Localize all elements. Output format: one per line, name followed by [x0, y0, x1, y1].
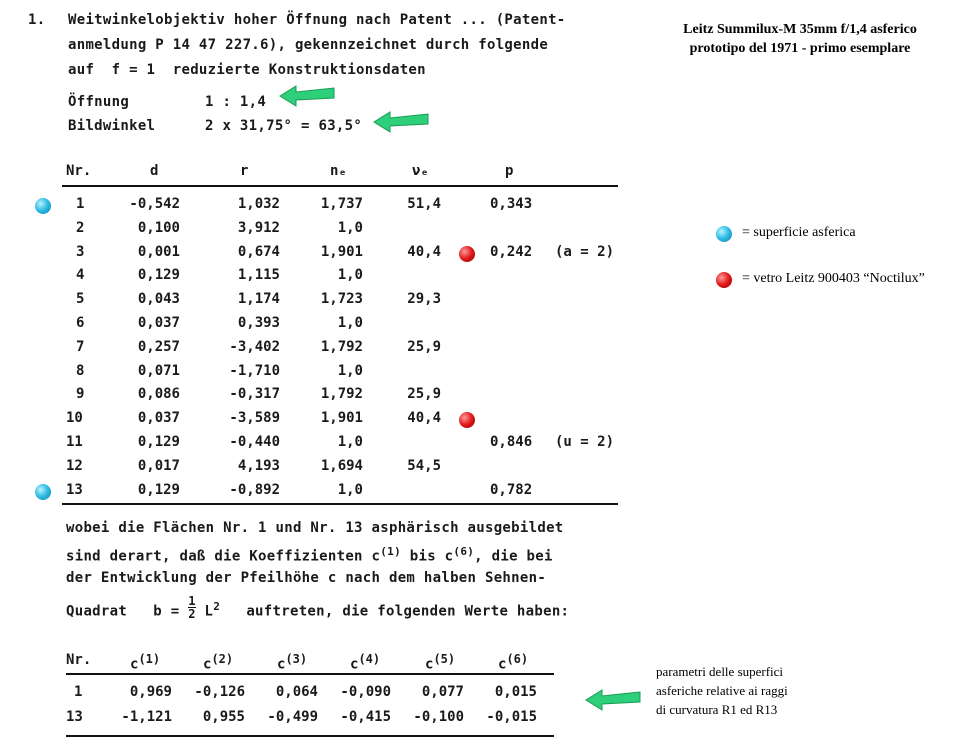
cell-d: 0,071: [137, 363, 180, 379]
cell-v: 25,9: [407, 339, 441, 355]
cell-c5: -0,100: [413, 709, 464, 725]
cell-nr: 9: [76, 386, 85, 402]
cell-c2: -0,126: [194, 684, 245, 700]
cell-r: -1,710: [229, 363, 280, 379]
arrow-icon: [276, 82, 338, 108]
table1-header-rule: [62, 185, 618, 187]
cell-nr: 8: [76, 363, 85, 379]
cell-v: 40,4: [407, 244, 441, 260]
arrow-icon: [370, 108, 432, 134]
claim-number: 1.: [28, 12, 46, 28]
cell-v: 54,5: [407, 458, 441, 474]
aperture-label: Öffnung: [68, 94, 130, 110]
cell-d: 0,257: [137, 339, 180, 355]
cell-v: 51,4: [407, 196, 441, 212]
cell-c6: 0,015: [494, 684, 537, 700]
cell-n: 1,0: [337, 267, 363, 283]
cell-nr: 1: [74, 684, 83, 700]
table1-header-3: nₑ: [330, 163, 347, 179]
cell-r: -3,402: [229, 339, 280, 355]
cell-d: 0,129: [137, 267, 180, 283]
aspheric-marker-icon: [35, 484, 51, 500]
paragraph-line-3: der Entwicklung der Pfeilhöhe c nach dem halben Sehnen-: [66, 570, 547, 586]
angle-value: 2 x 31,75° = 63,5°: [205, 118, 363, 134]
noctilux-legend-icon: [716, 272, 732, 288]
cell-c4: -0,415: [340, 709, 391, 725]
cell-n: 1,901: [320, 244, 363, 260]
cell-r: 0,393: [237, 315, 280, 331]
caption-title-1: Leitz Summilux-M 35mm f/1,4 asferico: [683, 22, 917, 37]
cell-d: 0,001: [137, 244, 180, 260]
cell-nr: 13: [66, 709, 83, 725]
cell-r: 1,032: [237, 196, 280, 212]
cell-d: 0,017: [137, 458, 180, 474]
cell-d: 0,037: [137, 410, 180, 426]
cell-r: 4,193: [237, 458, 280, 474]
table1-header-1: d: [150, 163, 159, 179]
table2-bottom-rule: [66, 735, 554, 737]
paragraph-line-4: Quadrat b = $\frac{1}{2}$ $L^2$ auftreten, die folgenden Werte haben:: [66, 594, 570, 622]
cell-n: 1,0: [337, 220, 363, 236]
cell-n: 1,0: [337, 363, 363, 379]
cell-n: 1,737: [320, 196, 363, 212]
cell-d: -0,542: [129, 196, 180, 212]
cell-nr: 6: [76, 315, 85, 331]
cell-c2: 0,955: [202, 709, 245, 725]
claim-line-3: auf f = 1 reduzierte Konstruktionsdaten: [68, 62, 426, 78]
cell-c3: -0,499: [267, 709, 318, 725]
angle-label: Bildwinkel: [68, 118, 156, 134]
cell-d: 0,129: [137, 434, 180, 450]
cell-r: -3,589: [229, 410, 280, 426]
table2-header-1: $c^{(1)}$: [130, 652, 161, 673]
aspheric-legend-icon: [716, 226, 732, 242]
cell-d: 0,086: [137, 386, 180, 402]
cell-nr: 4: [76, 267, 85, 283]
cell-v: 25,9: [407, 386, 441, 402]
cell-nr: 2: [76, 220, 85, 236]
legend-aspheric: = superficie asferica: [742, 225, 856, 240]
cell-c6: -0,015: [486, 709, 537, 725]
cell-nr: 7: [76, 339, 85, 355]
noctilux-marker-icon: [459, 412, 475, 428]
cell-nr: 12: [66, 458, 83, 474]
noctilux-marker-icon: [459, 246, 475, 262]
table2-header-2: $c^{(2)}$: [203, 652, 234, 673]
cell-p: 0,343: [490, 196, 533, 212]
cell-n: 1,792: [320, 339, 363, 355]
cell-extra: (a = 2): [555, 244, 615, 260]
params-caption-2: asferiche relative ai raggi: [656, 683, 788, 698]
cell-p: 0,846: [490, 434, 533, 450]
legend-noctilux: = vetro Leitz 900403 “Noctilux”: [742, 271, 925, 286]
cell-r: 1,174: [237, 291, 280, 307]
aperture-value: 1 : 1,4: [205, 94, 267, 110]
cell-v: 29,3: [407, 291, 441, 307]
cell-c1: 0,969: [129, 684, 172, 700]
cell-d: 0,129: [137, 482, 180, 498]
cell-p: 0,782: [490, 482, 533, 498]
table1-bottom-rule: [62, 503, 618, 505]
cell-n: 1,901: [320, 410, 363, 426]
cell-n: 1,0: [337, 315, 363, 331]
cell-n: 1,694: [320, 458, 363, 474]
cell-nr: 5: [76, 291, 85, 307]
cell-n: 1,792: [320, 386, 363, 402]
cell-c5: 0,077: [421, 684, 464, 700]
cell-d: 0,037: [137, 315, 180, 331]
cell-nr: 10: [66, 410, 83, 426]
table2-header-0: Nr.: [66, 652, 92, 668]
table2-header-4: $c^{(4)}$: [350, 652, 381, 673]
cell-c4: -0,090: [340, 684, 391, 700]
cell-r: -0,440: [229, 434, 280, 450]
params-caption-1: parametri delle superfici: [656, 664, 784, 679]
cell-r: 3,912: [237, 220, 280, 236]
cell-p: 0,242: [490, 244, 533, 260]
paragraph-line-1: wobei die Flächen Nr. 1 und Nr. 13 asphärisch ausgebildet: [66, 520, 564, 536]
table2-header-6: $c^{(6)}$: [498, 652, 529, 673]
cell-extra: (u = 2): [555, 434, 615, 450]
cell-c1: -1,121: [121, 709, 172, 725]
paragraph-line-2: sind derart, daß die Koeffizienten $c^{(1)}$ bis $c^{(6)}$, die bei: [66, 545, 553, 565]
cell-nr: 1: [76, 196, 85, 212]
caption-title-2: prototipo del 1971 - primo esemplare: [689, 41, 911, 56]
table2-header-5: $c^{(5)}$: [425, 652, 456, 673]
cell-n: 1,0: [337, 482, 363, 498]
table1-header-5: p: [505, 163, 514, 179]
cell-r: -0,317: [229, 386, 280, 402]
cell-d: 0,100: [137, 220, 180, 236]
cell-nr: 11: [66, 434, 83, 450]
cell-r: -0,892: [229, 482, 280, 498]
cell-r: 1,115: [237, 267, 280, 283]
table1-header-0: Nr.: [66, 163, 92, 179]
cell-nr: 3: [76, 244, 85, 260]
table2-header-3: $c^{(3)}$: [277, 652, 308, 673]
cell-c3: 0,064: [275, 684, 318, 700]
params-caption-3: di curvatura R1 ed R13: [656, 702, 778, 717]
cell-v: 40,4: [407, 410, 441, 426]
cell-r: 0,674: [237, 244, 280, 260]
claim-line-1: Weitwinkelobjektiv hoher Öffnung nach Patent ... (Patent-: [68, 12, 566, 28]
table2-header-rule: [66, 673, 554, 675]
cell-d: 0,043: [137, 291, 180, 307]
cell-n: 1,723: [320, 291, 363, 307]
table1-header-2: r: [240, 163, 249, 179]
aspheric-marker-icon: [35, 198, 51, 214]
arrow-icon: [582, 686, 644, 712]
cell-nr: 13: [66, 482, 83, 498]
cell-n: 1,0: [337, 434, 363, 450]
claim-line-2: anmeldung P 14 47 227.6), gekennzeichnet durch folgende: [68, 37, 549, 53]
table1-header-4: νₑ: [412, 163, 429, 179]
